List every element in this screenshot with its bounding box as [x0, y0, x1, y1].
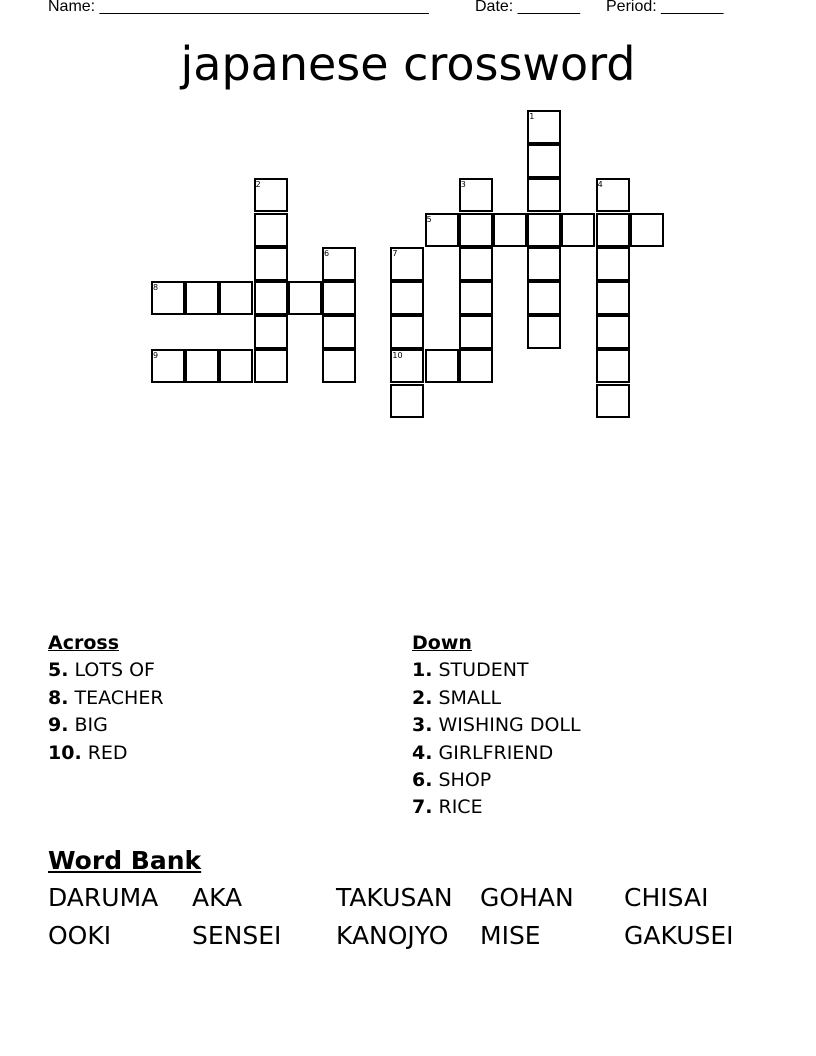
down-clue: 7. RICE: [412, 796, 483, 819]
word-bank-item: MISE: [480, 921, 541, 950]
crossword-cell[interactable]: [596, 281, 630, 315]
word-bank-item: GOHAN: [480, 883, 574, 912]
period-field-label: Period: _______: [606, 0, 724, 15]
crossword-cell[interactable]: [596, 384, 630, 418]
page-title: japanese crossword: [180, 37, 636, 91]
down-clue: 2. SMALL: [412, 686, 502, 709]
crossword-grid: [0, 0, 816, 460]
crossword-cell[interactable]: [596, 213, 630, 247]
across-clue: 10. RED: [48, 741, 128, 764]
crossword-cell[interactable]: [459, 247, 493, 281]
crossword-cell[interactable]: [254, 281, 288, 315]
crossword-cell[interactable]: [596, 315, 630, 349]
clue-number: 3: [460, 180, 466, 190]
crossword-cell[interactable]: [322, 315, 356, 349]
crossword-cell[interactable]: [288, 281, 322, 315]
crossword-cell[interactable]: [459, 349, 493, 383]
crossword-cell[interactable]: [459, 281, 493, 315]
name-field-label: Name: _____________________________________: [48, 0, 429, 15]
clue-number: 2: [255, 180, 261, 190]
crossword-cell[interactable]: [630, 213, 664, 247]
across-heading: Across: [48, 632, 120, 654]
crossword-cell[interactable]: [185, 281, 219, 315]
crossword-cell[interactable]: [493, 213, 527, 247]
crossword-cell[interactable]: [185, 349, 219, 383]
crossword-cell[interactable]: [561, 213, 595, 247]
crossword-cell[interactable]: [527, 213, 561, 247]
crossword-cell[interactable]: [254, 213, 288, 247]
word-bank-item: TAKUSAN: [336, 883, 453, 912]
down-clue: 3. WISHING DOLL: [412, 714, 581, 737]
crossword-cell[interactable]: [254, 315, 288, 349]
word-bank-item: OOKI: [48, 921, 112, 950]
word-bank-item: DARUMA: [48, 883, 159, 912]
crossword-cell[interactable]: [527, 315, 561, 349]
crossword-cell[interactable]: [425, 349, 459, 383]
crossword-cell[interactable]: [254, 349, 288, 383]
crossword-cell[interactable]: [254, 247, 288, 281]
clue-number: 8: [153, 283, 159, 292]
down-clue: 1. STUDENT: [412, 659, 529, 682]
crossword-cell[interactable]: [390, 315, 424, 349]
date-field-label: Date: _______: [475, 0, 580, 15]
word-bank-item: CHISAI: [624, 883, 709, 912]
crossword-cell[interactable]: [219, 349, 253, 383]
crossword-cell[interactable]: [596, 247, 630, 281]
crossword-cell[interactable]: [459, 315, 493, 349]
clue-number: 6: [324, 248, 330, 258]
across-clues: [48, 630, 164, 767]
clue-number: 10: [392, 351, 403, 361]
crossword-cell[interactable]: [527, 247, 561, 281]
word-bank-item: GAKUSEI: [624, 921, 734, 950]
clue-number: 4: [597, 180, 603, 190]
clue-number: 7: [392, 248, 398, 258]
crossword-cell[interactable]: [390, 384, 424, 418]
crossword-cell[interactable]: [322, 281, 356, 315]
crossword-cell[interactable]: [390, 281, 424, 315]
word-bank-item: SENSEI: [192, 921, 282, 950]
word-bank-item: AKA: [192, 883, 243, 912]
crossword-cell[interactable]: [527, 178, 561, 212]
across-clue: 9. BIG: [48, 714, 108, 737]
down-clues: [412, 630, 581, 822]
crossword-cell[interactable]: [322, 349, 356, 383]
clue-number: 5: [426, 214, 432, 224]
crossword-cell[interactable]: [219, 281, 253, 315]
word-bank: [48, 882, 788, 952]
word-bank-item: KANOJYO: [336, 921, 449, 950]
down-heading: Down: [412, 632, 472, 654]
across-clue: 5. LOTS OF: [48, 659, 155, 682]
crossword-cell[interactable]: [596, 349, 630, 383]
clue-number: 1: [529, 112, 535, 121]
clue-number: 9: [153, 351, 159, 361]
word-bank-title: Word Bank: [48, 846, 202, 875]
crossword-cell[interactable]: [527, 281, 561, 315]
across-clue: 8. TEACHER: [48, 686, 164, 709]
down-clue: 4. GIRLFRIEND: [412, 741, 554, 764]
down-clue: 6. SHOP: [412, 769, 492, 792]
crossword-cell[interactable]: [459, 213, 493, 247]
crossword-cell[interactable]: [527, 144, 561, 178]
